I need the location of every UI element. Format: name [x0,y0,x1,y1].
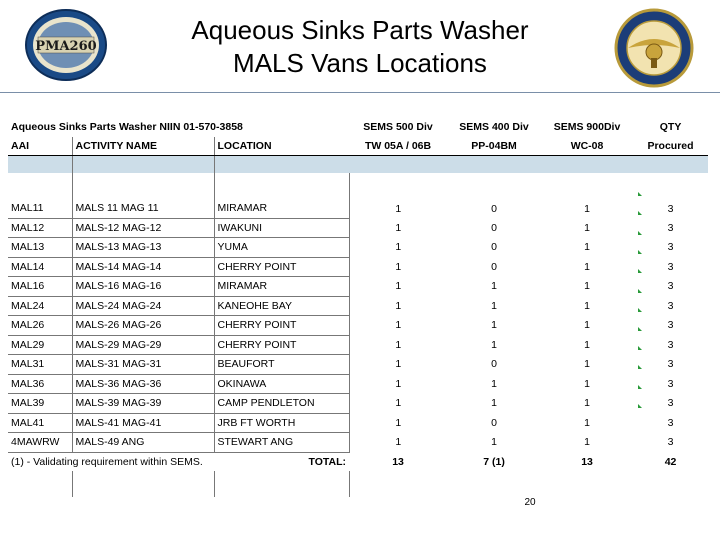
table-row [8,335,708,355]
blank-row [8,471,708,497]
header-tw05a: TW 05A / 06B [349,137,447,156]
page-title [140,14,580,80]
cell-sems400: 0 [491,416,497,429]
cell-location: CAMP PENDLETON [214,394,349,414]
header-sems-500: SEMS 500 Div [363,121,433,134]
cell-location: CHERRY POINT [214,257,349,277]
blank-row [8,173,708,199]
cell-aai: MAL14 [8,257,72,277]
cell-location: BEAUFORT [214,355,349,375]
header-sems-400: SEMS 400 Div [459,121,529,134]
cell-sems900: 1 [584,416,590,429]
cell-aai: MAL41 [8,413,72,433]
cell-sems500: 1 [395,377,402,390]
cell-location: STEWART ANG [214,433,349,453]
cell-sems900: 1 [584,358,590,371]
cell-sems500: 1 [395,221,402,234]
table-row [8,199,708,218]
cell-aai: MAL29 [8,335,72,355]
cell-qty: 3 [667,221,674,234]
cell-qty: 3 [667,377,674,390]
cell-sems900: 1 [584,299,590,312]
totals-row [8,452,708,471]
cell-aai: MAL26 [8,316,72,336]
cell-aai: MAL36 [8,374,72,394]
table-row [8,316,708,336]
cell-sems500: 1 [395,260,402,273]
table-row [8,218,708,238]
parts-washer-table [8,118,708,497]
cell-activity: MALS-26 MAG-26 [72,316,214,336]
total-qty: 42 [664,455,677,468]
title-line-1: Aqueous Sinks Parts Washer [191,15,529,45]
cell-sems500: 1 [395,436,402,449]
cell-activity: MALS-12 MAG-12 [72,218,214,238]
table-row [8,394,708,414]
cell-activity: MALS-29 MAG-29 [72,335,214,355]
cell-qty: 3 [667,358,674,371]
cell-activity: MALS-41 MAG-41 [72,413,214,433]
footnote-text: (1) - Validating requirement within SEMS. [11,455,203,468]
cell-sems500: 1 [395,299,402,312]
cell-sems500: 1 [395,338,402,351]
title-line-2: MALS Vans Locations [233,48,487,78]
cell-sems900: 1 [584,377,590,390]
cell-location: OKINAWA [214,374,349,394]
cell-qty: 3 [667,260,674,273]
table-row [8,374,708,394]
cell-sems400: 1 [491,436,497,449]
cell-qty: 3 [667,338,674,351]
footnote [8,452,349,471]
cell-location: MIRAMAR [214,199,349,218]
cell-sems500: 1 [395,416,402,429]
table-row [8,413,708,433]
cell-sems500: 1 [395,202,402,215]
cell-sems400: 1 [491,319,497,332]
cell-sems500: 1 [395,241,402,254]
cell-sems900: 1 [584,436,590,449]
cell-sems400: 1 [491,280,497,293]
cell-activity: MALS-36 MAG-36 [72,374,214,394]
header-procured: Procured [633,137,708,156]
header-divider [0,92,720,93]
table-row [8,238,708,258]
cell-location: IWAKUNI [214,218,349,238]
command-seal-logo [614,8,694,88]
cell-aai: 4MAWRW [8,433,72,453]
cell-qty: 3 [667,202,674,215]
cell-aai: MAL24 [8,296,72,316]
total-sems500: 13 [392,455,404,468]
header-location: LOCATION [214,137,349,156]
cell-sems900: 1 [584,338,590,351]
cell-sems400: 1 [491,377,497,390]
fma260-logo [24,8,108,82]
cell-sems900: 1 [584,319,590,332]
header-wc08: WC-08 [541,137,633,156]
cell-qty: 3 [667,319,674,332]
cell-activity: MALS-14 MAG-14 [72,257,214,277]
cell-activity: MALS-16 MAG-16 [72,277,214,297]
header-sems-900: SEMS 900Div [553,121,621,134]
total-sems400: 7 (1) [483,455,505,468]
cell-sems400: 0 [491,221,497,234]
cell-qty: 3 [667,299,674,312]
cell-sems400: 0 [491,202,497,215]
cell-aai: MAL16 [8,277,72,297]
cell-sems400: 0 [491,358,497,371]
header-activity-name: ACTIVITY NAME [72,137,214,156]
cell-sems900: 1 [584,280,590,293]
cell-aai: MAL12 [8,218,72,238]
cell-activity: MALS 11 MAG 11 [72,199,214,218]
cell-activity: MALS-13 MAG-13 [72,238,214,258]
cell-activity: MALS-39 MAG-39 [72,394,214,414]
total-label: TOTAL: [308,455,347,468]
cell-sems500: 1 [395,319,402,332]
table-caption: Aqueous Sinks Parts Washer NIIN 01-570-3858 [11,121,243,134]
table-header-row-2 [8,137,708,156]
cell-sems400: 1 [491,299,497,312]
header-aai: AAI [8,137,72,156]
header-pp04bm: PP-04BM [447,137,541,156]
cell-aai: MAL11 [8,199,72,218]
cell-sems500: 1 [395,358,402,371]
cell-aai: MAL39 [8,394,72,414]
cell-sems900: 1 [584,397,590,410]
table-row [8,257,708,277]
table-row [8,355,708,375]
cell-qty: 3 [667,280,674,293]
header-qty: QTY [659,121,682,134]
table-row [8,277,708,297]
cell-sems400: 1 [491,397,497,410]
cell-sems400: 0 [491,241,497,254]
cell-activity: MALS-31 MAG-31 [72,355,214,375]
cell-sems900: 1 [584,221,590,234]
page-number: 20 [524,497,536,508]
cell-qty: 3 [667,416,674,429]
cell-sems500: 1 [395,397,402,410]
cell-aai: MAL31 [8,355,72,375]
cell-sems900: 1 [584,241,590,254]
cell-sems900: 1 [584,202,590,215]
cell-qty: 3 [667,241,674,254]
cell-location: YUMA [214,238,349,258]
cell-activity: MALS-24 MAG-24 [72,296,214,316]
cell-aai: MAL13 [8,238,72,258]
cell-location: CHERRY POINT [214,316,349,336]
svg-text:PMA260: PMA260 [35,39,97,54]
cell-sems400: 1 [491,338,497,351]
table-row [8,433,708,453]
cell-sems900: 1 [584,260,590,273]
cell-qty: 3 [667,397,674,410]
cell-location: CHERRY POINT [214,335,349,355]
cell-qty: 3 [667,436,674,449]
shaded-spacer-row [8,156,708,174]
cell-sems400: 0 [491,260,497,273]
total-sems900: 13 [581,455,593,468]
cell-location: JRB FT WORTH [214,413,349,433]
cell-activity: MALS-49 ANG [72,433,214,453]
cell-location: KANEOHE BAY [214,296,349,316]
table-header-row-1 [8,118,708,137]
cell-sems500: 1 [395,280,402,293]
cell-location: MIRAMAR [214,277,349,297]
table-row [8,296,708,316]
